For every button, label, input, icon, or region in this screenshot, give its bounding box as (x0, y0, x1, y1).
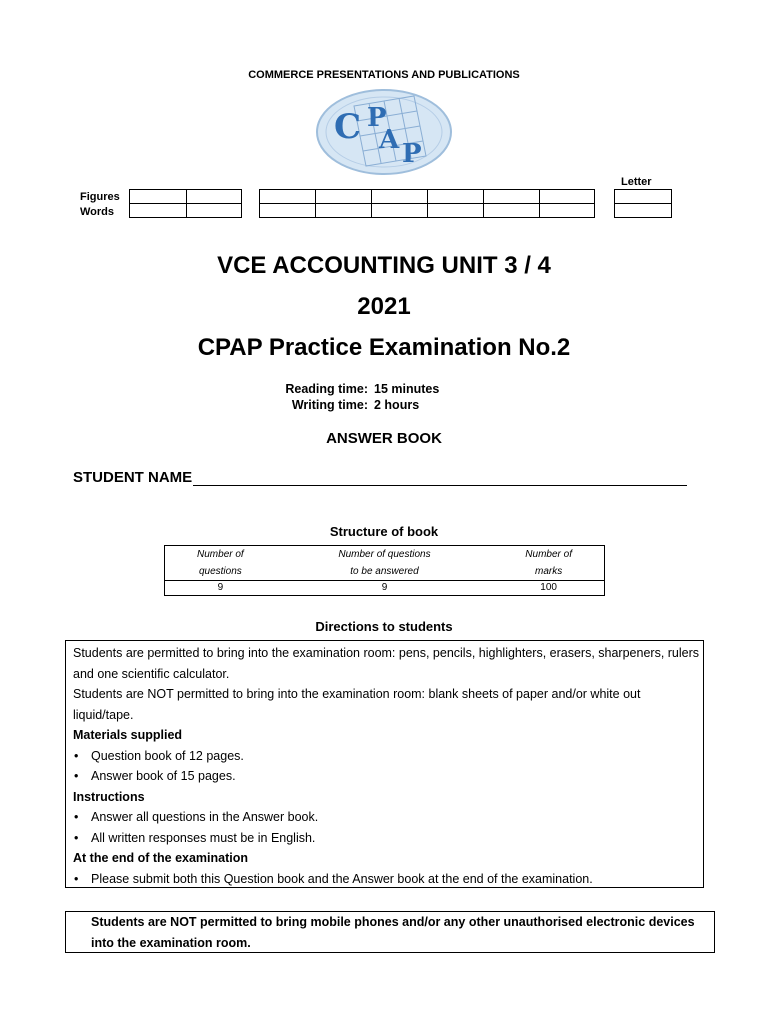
letter-boxes[interactable] (614, 189, 672, 218)
end-list (73, 869, 703, 890)
instructions-heading: Instructions (73, 789, 145, 804)
exam-title: VCE ACCOUNTING UNIT 3 / 4 (217, 252, 551, 279)
answer-book-heading: ANSWER BOOK (326, 430, 442, 447)
student-name-line[interactable] (193, 468, 687, 486)
student-name-label: STUDENT NAME (73, 469, 193, 486)
instructions-list (73, 807, 703, 848)
reading-time-value: 15 minutes (374, 382, 440, 396)
exam-year: 2021 (357, 293, 411, 320)
directions-heading: Directions to students (315, 619, 453, 634)
permitted-text: Students are permitted to bring into the examination room: pens, pencils, highlighters, erasers, sharpeners, rulers and one scientific calculator. (73, 646, 700, 681)
structure-header-marks: Number of marks (525, 549, 572, 577)
mobile-phone-warning: Students are NOT permitted to bring mobile phones and/or any other unauthorised electronic devices into the examination room. (65, 911, 715, 953)
directions-box (65, 640, 704, 888)
cpap-logo (314, 86, 454, 178)
logo-letter-c: C (334, 107, 362, 147)
structure-value-questions: 9 (165, 581, 276, 596)
structure-value-marks: 100 (493, 581, 604, 596)
list-item: • Answer book of 15 pages. (73, 766, 703, 787)
materials-list (73, 746, 703, 787)
list-item: • All written responses must be in English. (73, 828, 703, 849)
student-number-boxes-b[interactable] (259, 189, 595, 218)
logo-letter-a: A (379, 125, 400, 155)
figures-label: Figures (80, 191, 120, 203)
end-heading: At the end of the examination (73, 851, 249, 865)
reading-time-label: Reading time: (285, 382, 368, 396)
structure-heading: Structure of book (329, 524, 439, 539)
writing-time-value: 2 hours (374, 398, 420, 412)
student-name-field[interactable] (73, 468, 687, 486)
letter-label: Letter (621, 176, 652, 188)
structure-value-answered: 9 (276, 581, 494, 596)
logo-letter-p1: P (367, 103, 387, 133)
publisher-name: COMMERCE PRESENTATIONS AND PUBLICATIONS (248, 69, 520, 81)
materials-heading: Materials supplied (73, 728, 183, 742)
list-item: • Question book of 12 pages. (73, 746, 703, 767)
student-number-boxes-a[interactable] (129, 189, 242, 218)
not-permitted-text: Students are NOT permitted to bring into the examination room: blank sheets of paper and/or white out liquid/tape. (73, 687, 641, 722)
structure-header-answered: Number of questions to be answered (338, 549, 431, 577)
logo-letter-p2: P (402, 139, 422, 169)
words-label: Words (80, 206, 115, 218)
writing-time-label: Writing time: (291, 398, 368, 412)
exam-times (250, 381, 439, 413)
structure-header-questions: Number of questions (197, 549, 244, 577)
list-item: • Answer all questions in the Answer book. (73, 807, 703, 828)
exam-subtitle: CPAP Practice Examination No.2 (197, 334, 571, 361)
structure-table (164, 545, 605, 596)
list-item: • Please submit both this Question book and the Answer book at the end of the examination. (73, 869, 703, 890)
